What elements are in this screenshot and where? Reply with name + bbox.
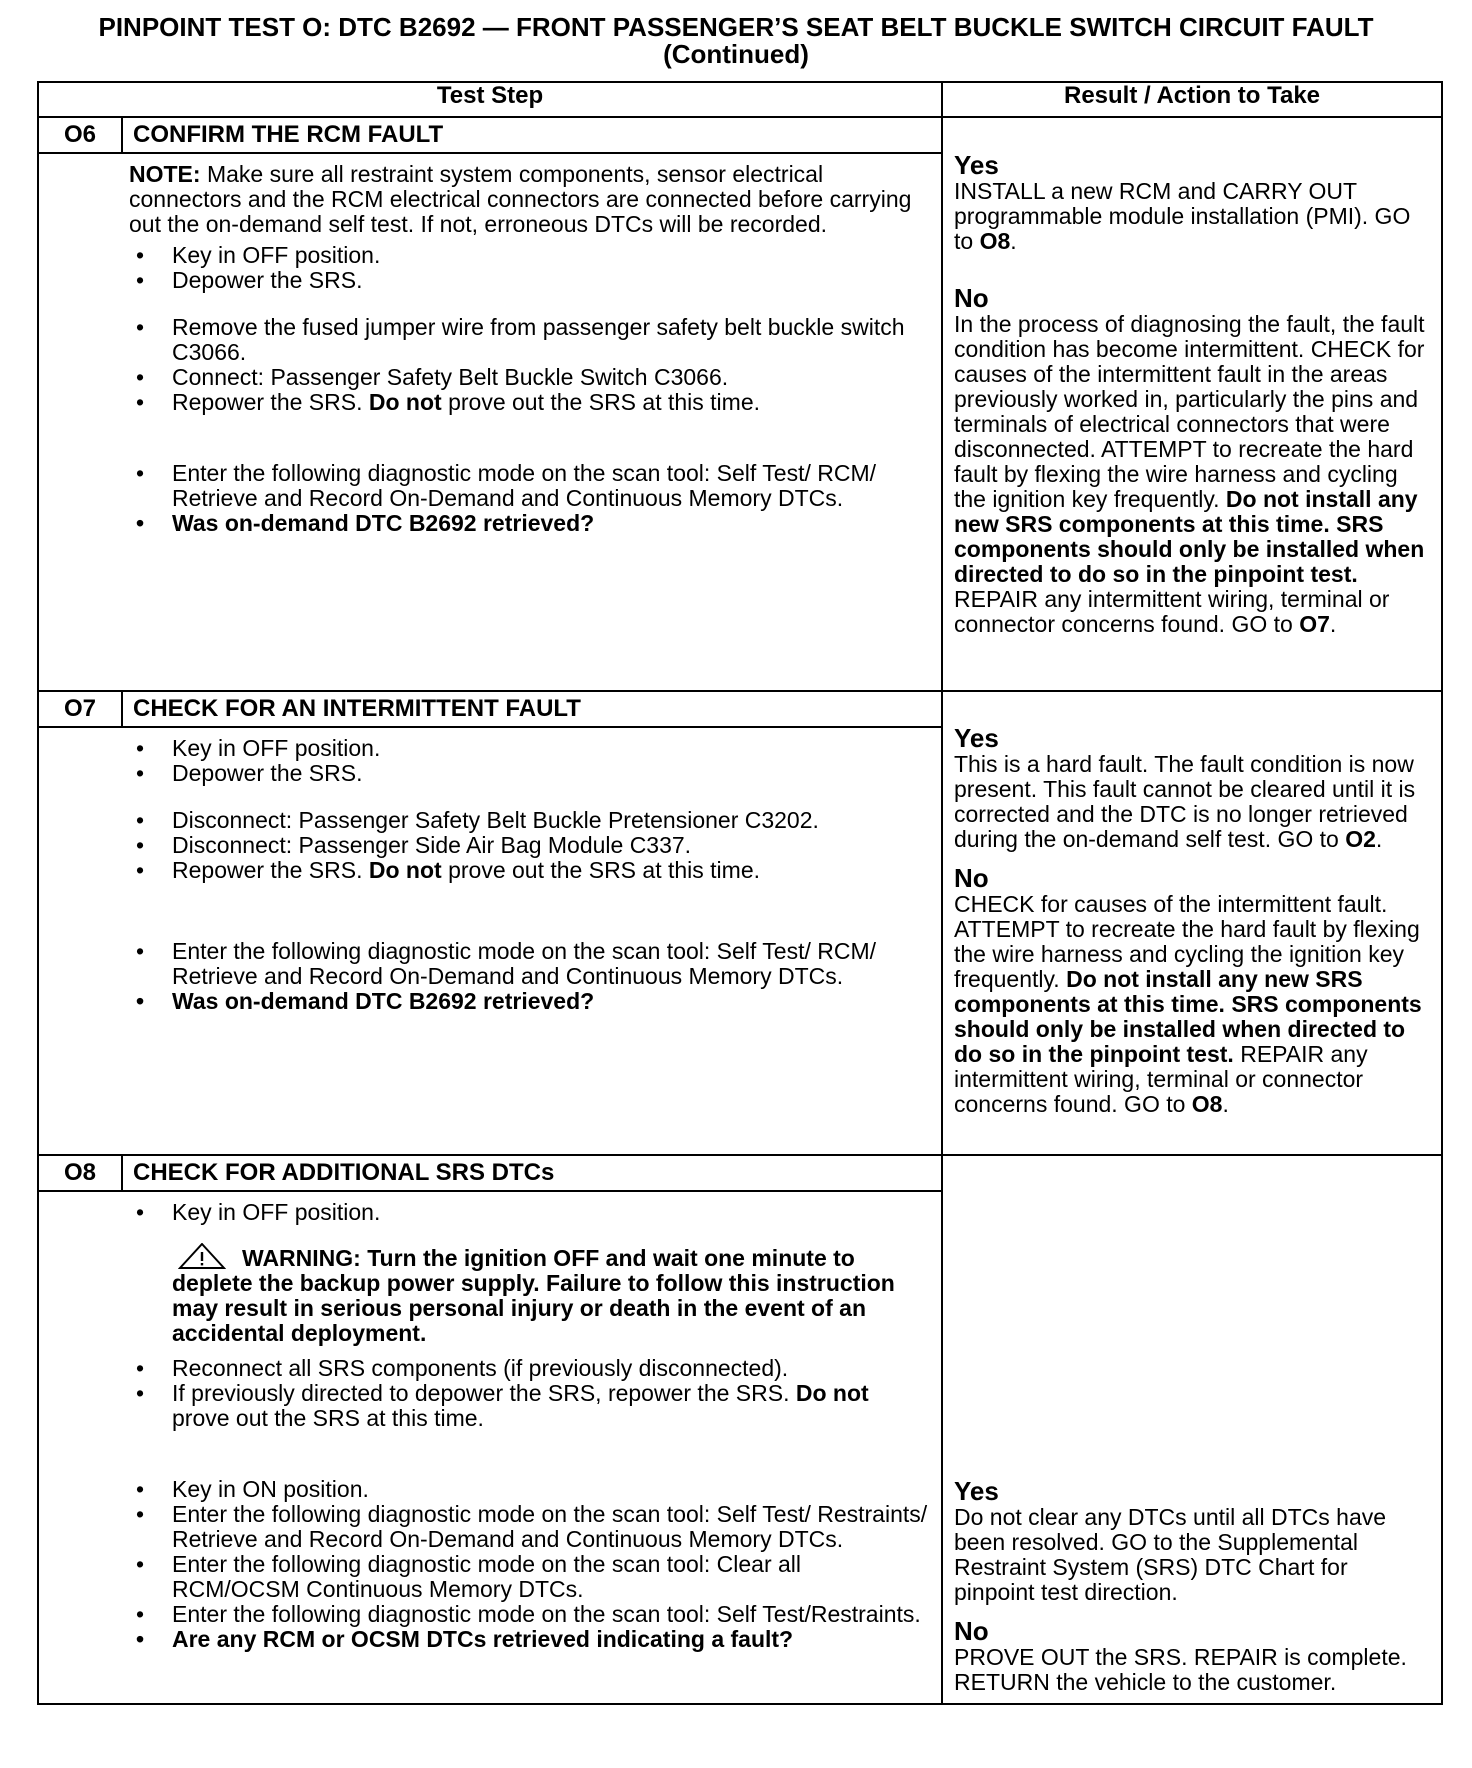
result-yes-heading: Yes xyxy=(954,1476,999,1506)
result-yes-heading: Yes xyxy=(954,150,999,180)
text: INSTALL a new RCM and CARRY OUT programmable module installation (PMI). GO to xyxy=(954,178,1411,254)
list-item: • Enter the following diagnostic mode on the scan tool: Self Test/ Restraints/ Retrieve and Record On-Demand and Continuous Memory DTCs. xyxy=(134,1502,931,1552)
list-item: • Reconnect all SRS components (if previously disconnected). xyxy=(134,1356,931,1381)
list-item: • Disconnect: Passenger Safety Belt Buckle Pretensioner C3202. xyxy=(134,808,931,833)
step-number: O6 xyxy=(38,117,122,153)
text: REPAIR any intermittent wiring, terminal or connector concerns found. GO to xyxy=(954,1041,1368,1117)
list-item: • Connect: Passenger Safety Belt Buckle Switch C3066. xyxy=(134,365,931,390)
text: REPAIR any intermittent wiring, terminal or connector concerns found. GO to xyxy=(954,586,1390,637)
text: Repower the SRS. xyxy=(172,857,369,883)
title-line-2: (Continued) xyxy=(663,39,809,69)
warning-text: WARNING: Turn the ignition OFF and wait one minute to deplete the backup power supply. Failure to follow this instruction may result in serious personal injury or death in the event of an accidental deployment. xyxy=(172,1245,895,1346)
step-o7-result xyxy=(942,691,1442,1155)
step-list xyxy=(134,1356,931,1652)
text: . xyxy=(1329,611,1337,637)
step-o8-body xyxy=(38,1191,942,1704)
step-list xyxy=(134,1200,931,1225)
step-title: CONFIRM THE RCM FAULT xyxy=(122,117,942,153)
result-yes-text xyxy=(954,179,1433,254)
step-o6-body xyxy=(38,153,942,691)
step-o8-header xyxy=(38,1155,1442,1191)
emphasis: Do not xyxy=(795,1380,869,1406)
text: In the process of diagnosing the fault, the fault condition has become intermittent. CHECK for causes of the intermittent fault in the areas previously worked in, particularly the pins and terminals of electrical connectors that were disconnected. ATTEMPT to recreate the hard fault by flexing the wire harness and cycling the ignition key frequently. xyxy=(954,311,1425,512)
col-header-test-step: Test Step xyxy=(38,82,942,117)
step-ref: O8 xyxy=(1191,1091,1223,1117)
text: If previously directed to depower the SRS, repower the SRS. xyxy=(172,1380,796,1406)
list-item: • Enter the following diagnostic mode on the scan tool: Self Test/ RCM/ Retrieve and Record On-Demand and Continuous Memory DTCs. xyxy=(134,461,931,511)
note-text: Make sure all restraint system components, sensor electrical connectors and the RCM electrical connectors are connected before carrying out the on-demand self test. If not, erroneous DTCs will be recorded. xyxy=(129,161,912,237)
step-o7-header xyxy=(38,691,1442,727)
step-o6-header xyxy=(38,117,1442,153)
list-item: • Enter the following diagnostic mode on the scan tool: Self Test/ RCM/ Retrieve and Record On-Demand and Continuous Memory DTCs. xyxy=(134,939,931,989)
text: prove out the SRS at this time. xyxy=(172,1405,484,1431)
step-number: O8 xyxy=(38,1155,122,1191)
list-item: • Remove the fused jumper wire from passenger safety belt buckle switch C3066. xyxy=(134,315,931,365)
list-item-question: • Are any RCM or OCSM DTCs retrieved indicating a fault? xyxy=(134,1627,931,1652)
list-item: • Depower the SRS. xyxy=(134,268,931,293)
text: prove out the SRS at this time. xyxy=(441,389,761,415)
result-no-heading: No xyxy=(954,1616,989,1646)
note xyxy=(129,162,931,237)
list-item xyxy=(134,858,931,883)
list-item xyxy=(134,1381,931,1431)
list-item: • Key in OFF position. xyxy=(134,243,931,268)
list-item-question: • Was on-demand DTC B2692 retrieved? xyxy=(134,511,931,536)
emphasis: Do not install any new SRS components at this time. SRS components should only be installed when directed to do so in the pinpoint test. xyxy=(954,966,1422,1067)
emphasis: Do not install any new SRS components at this time. SRS components should only be installed when directed to do so in the pinpoint test. xyxy=(954,486,1425,587)
step-title: CHECK FOR AN INTERMITTENT FAULT xyxy=(122,691,942,727)
list-item: • Key in ON position. xyxy=(134,1477,931,1502)
step-ref: O7 xyxy=(1299,611,1330,637)
step-ref: O8 xyxy=(979,228,1011,254)
list-item: • Key in OFF position. xyxy=(134,736,931,761)
list-item: • Depower the SRS. xyxy=(134,761,931,786)
col-header-result: Result / Action to Take xyxy=(942,82,1442,117)
step-o7-body xyxy=(38,727,942,1155)
result-no-heading: No xyxy=(954,863,989,893)
emphasis: Do not xyxy=(368,389,442,415)
result-yes-text: Do not clear any DTCs until all DTCs have been resolved. GO to the Supplemental Restraint System (SRS) DTC Chart for pinpoint test direction. xyxy=(954,1504,1387,1605)
text: Repower the SRS. xyxy=(172,389,369,415)
result-yes-text xyxy=(954,752,1433,852)
result-no-heading: No xyxy=(954,283,989,313)
step-number: O7 xyxy=(38,691,122,727)
list-item-question: • Was on-demand DTC B2692 retrieved? xyxy=(134,989,931,1014)
text: . xyxy=(1375,826,1383,852)
result-yes-heading: Yes xyxy=(954,723,999,753)
title-line-1: PINPOINT TEST O: DTC B2692 — FRONT PASSENGER’S SEAT BELT BUCKLE SWITCH CIRCUIT FAULT xyxy=(98,12,1374,42)
step-list xyxy=(134,243,931,536)
step-ref: O2 xyxy=(1345,826,1376,852)
step-list xyxy=(134,736,931,1014)
emphasis: Do not xyxy=(368,857,442,883)
list-item: • Key in OFF position. xyxy=(134,1200,931,1225)
note-label: NOTE: xyxy=(129,161,201,187)
list-item: • Enter the following diagnostic mode on the scan tool: Self Test/Restraints. xyxy=(134,1602,931,1627)
list-item xyxy=(134,390,931,415)
step-o8-result xyxy=(942,1155,1442,1704)
text: . xyxy=(1222,1091,1229,1117)
text: CHECK for causes of the intermittent fault. ATTEMPT to recreate the hard fault by flexing the wire harness and cycling the ignition key frequently. xyxy=(954,891,1420,992)
warning-block xyxy=(172,1243,931,1346)
list-item: • Enter the following diagnostic mode on the scan tool: Clear all RCM/OCSM Continuous Memory DTCs. xyxy=(134,1552,931,1602)
text: . xyxy=(1010,228,1017,254)
result-no-text: PROVE OUT the SRS. REPAIR is complete. RETURN the vehicle to the customer. xyxy=(954,1644,1407,1695)
page-title xyxy=(0,14,1472,68)
result-no-text xyxy=(954,892,1433,1117)
step-o6-result xyxy=(942,117,1442,691)
list-item: • Disconnect: Passenger Side Air Bag Module C337. xyxy=(134,833,931,858)
result-no-text xyxy=(954,312,1433,637)
warning-triangle-icon xyxy=(178,1243,226,1269)
table-header-row xyxy=(38,82,1442,117)
pinpoint-test-table xyxy=(37,81,1443,1705)
step-title: CHECK FOR ADDITIONAL SRS DTCs xyxy=(122,1155,942,1191)
text: This is a hard fault. The fault condition is now present. This fault cannot be cleared until it is corrected and the DTC is no longer retrieved during the on-demand self test. GO to xyxy=(954,751,1416,852)
text: prove out the SRS at this time. xyxy=(441,857,761,883)
